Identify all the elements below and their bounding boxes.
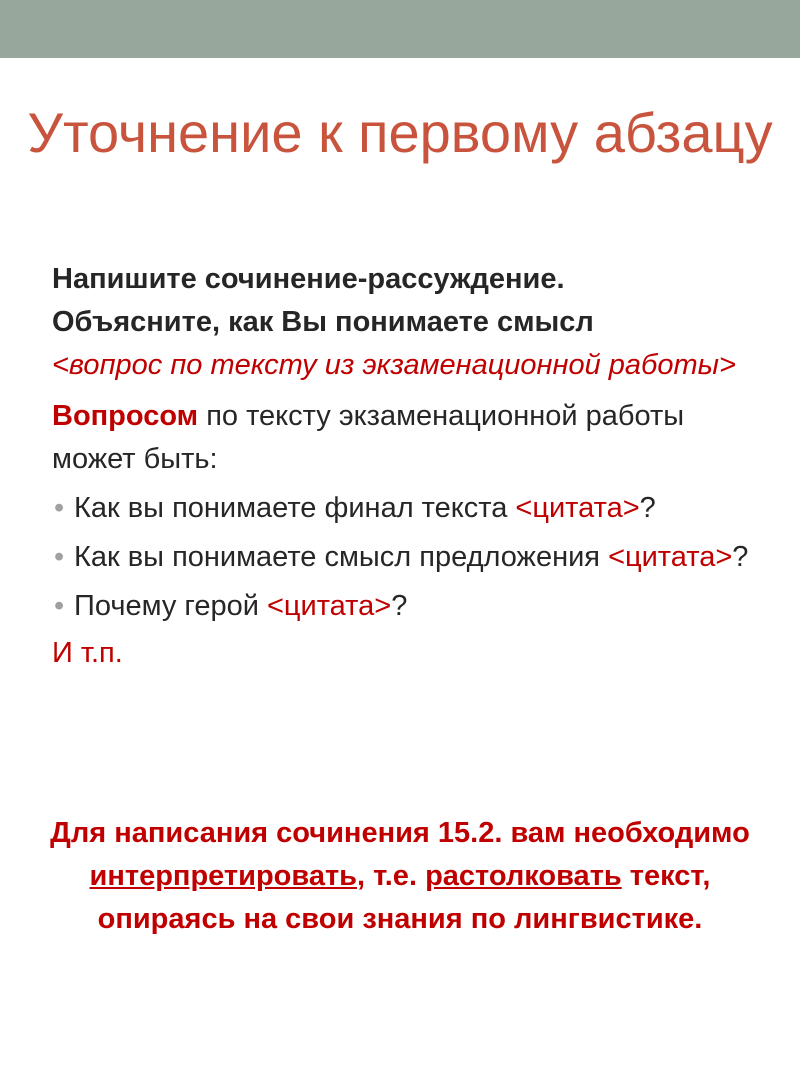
task-line-1: Напишите сочинение-рассуждение. xyxy=(52,263,565,295)
list-item-quote: <цитата> xyxy=(608,541,733,573)
etc-text: И т.п. xyxy=(52,637,123,669)
conclusion xyxy=(40,812,760,941)
conclusion-part-2: , т.е. xyxy=(356,860,426,892)
list-item-text: Почему герой xyxy=(74,590,267,622)
question-list xyxy=(52,487,752,628)
bullet-icon: • xyxy=(54,492,65,524)
list-item-tail: ? xyxy=(391,590,408,622)
question-intro-rest: по тексту экзаменационной работы может быть: xyxy=(52,400,685,475)
conclusion-part-3: текст, опираясь на свои знания по лингвистике. xyxy=(97,860,711,935)
task-placeholder: <вопрос по тексту из экзаменационной работы> xyxy=(52,349,736,381)
slide-title: Уточнение к первому абзацу xyxy=(27,101,773,164)
list-item xyxy=(52,585,752,628)
list-item xyxy=(52,487,752,530)
list-item-text: Как вы понимаете финал текста xyxy=(74,492,516,524)
question-intro-bold: Вопросом xyxy=(52,400,199,432)
list-item-tail: ? xyxy=(639,492,656,524)
list-item-tail: ? xyxy=(732,541,749,573)
bullet-icon: • xyxy=(54,590,65,622)
conclusion-part-1: Для написания сочинения 15.2. вам необходимо xyxy=(50,817,750,849)
task-line-2: Объясните, как Вы понимаете смысл xyxy=(52,306,594,338)
conclusion-term-explain: растолковать xyxy=(425,860,622,892)
list-item xyxy=(52,536,752,579)
top-bar xyxy=(0,0,800,58)
list-item-quote: <цитата> xyxy=(266,590,392,622)
question-intro xyxy=(52,395,752,481)
slide-body xyxy=(52,258,752,675)
bullet-icon: • xyxy=(54,541,65,573)
conclusion-term-interpret: интерпретировать xyxy=(89,860,357,892)
list-item-quote: <цитата> xyxy=(515,492,640,524)
list-item-text: Как вы понимаете смысл предложения xyxy=(74,541,609,573)
